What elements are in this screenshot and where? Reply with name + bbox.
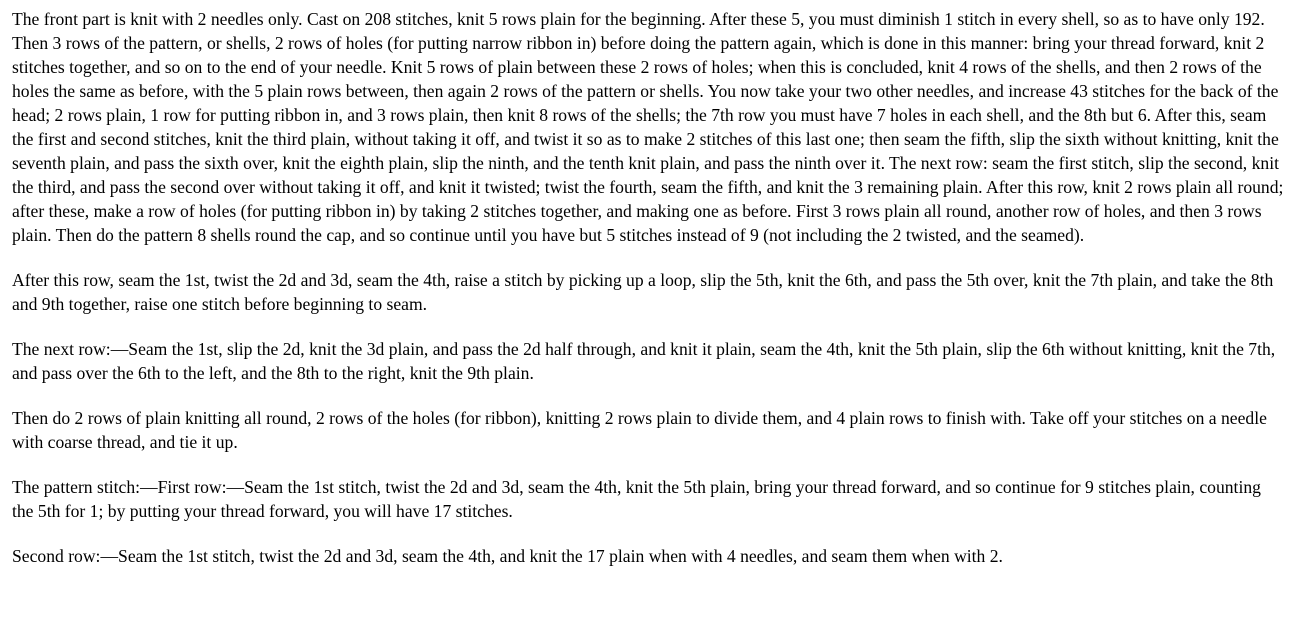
paragraph-second-row: Second row:—Seam the 1st stitch, twist the 2d and 3d, seam the 4th, and knit the 17 plain when with 4 needles, and seam them when with 2. [12, 546, 1003, 566]
paragraph-next-row: The next row:—Seam the 1st, slip the 2d, knit the 3d plain, and pass the 2d half through, and knit it plain, seam the 4th, knit the 5th plain, slip the 6th without knitting, knit the 7th, and pass over the 6th to the left, and the 8th to the right, knit the 9th plain. [12, 339, 1276, 383]
paragraph-front-part: The front part is knit with 2 needles only. Cast on 208 stitches, knit 5 rows plain for the beginning. After these 5, you must diminish 1 stitch in every shell, so as to have only 192. Then 3 rows of the pattern, or shells, 2 rows of holes (for putting narrow ribbon in) before doing the pattern again, which is done in this manner: bring your thread forward, knit 2 stitches together, and so on to the end of your needle. Knit 5 rows of plain between these 2 rows of holes; when this is concluded, knit 4 rows of the shells, and then 2 rows of the holes the same as before, with the 5 plain rows between, then again 2 rows of the pattern or shells. You now take your two other needles, and increase 43 stitches for the back of the head; 2 rows plain, 1 row for putting ribbon in, and 3 rows plain, then knit 8 rows of the shells; the 7th row you must have 7 holes in each shell, and the 8th but 6. After this, seam the first and second stitches, knit the third plain, without taking it off, and twist it so as to make 2 stitches of this last one; then seam the fifth, slip the sixth without knitting, knit the seventh plain, and pass the sixth over, knit the eighth plain, slip the ninth, and the tenth knit plain, and pass the ninth over it. The next row: seam the first stitch, slip the second, knit the third, and pass the second over without taking it off, and knit it twisted; twist the fourth, seam the fifth, and knit the 3 remaining plain. After this row, knit 2 rows plain all round; after these, make a row of holes (for putting ribbon in) by taking 2 stitches together, and making one as before. First 3 rows plain all round, another row of holes, and then 3 rows plain. Then do the pattern 8 shells round the cap, and so continue until you have but 5 stitches instead of 9 (not including the 2 twisted, and the seamed). [12, 9, 1284, 245]
document-body [12, 7, 1284, 589]
paragraph-pattern-stitch: The pattern stitch:—First row:—Seam the 1st stitch, twist the 2d and 3d, seam the 4th, knit the 5th plain, bring your thread forward, and so continue for 9 stitches plain, counting the 5th for 1; by putting your thread forward, you will have 17 stitches. [12, 477, 1261, 521]
paragraph-finishing: Then do 2 rows of plain knitting all round, 2 rows of the holes (for ribbon), knitting 2 rows plain to divide them, and 4 plain rows to finish with. Take off your stitches on a needle with coarse thread, and tie it up. [12, 408, 1267, 452]
paragraph-after-this-row: After this row, seam the 1st, twist the 2d and 3d, seam the 4th, raise a stitch by picking up a loop, slip the 5th, knit the 6th, and pass the 5th over, knit the 7th plain, and take the 8th and 9th together, raise one stitch before beginning to seam. [12, 270, 1274, 314]
